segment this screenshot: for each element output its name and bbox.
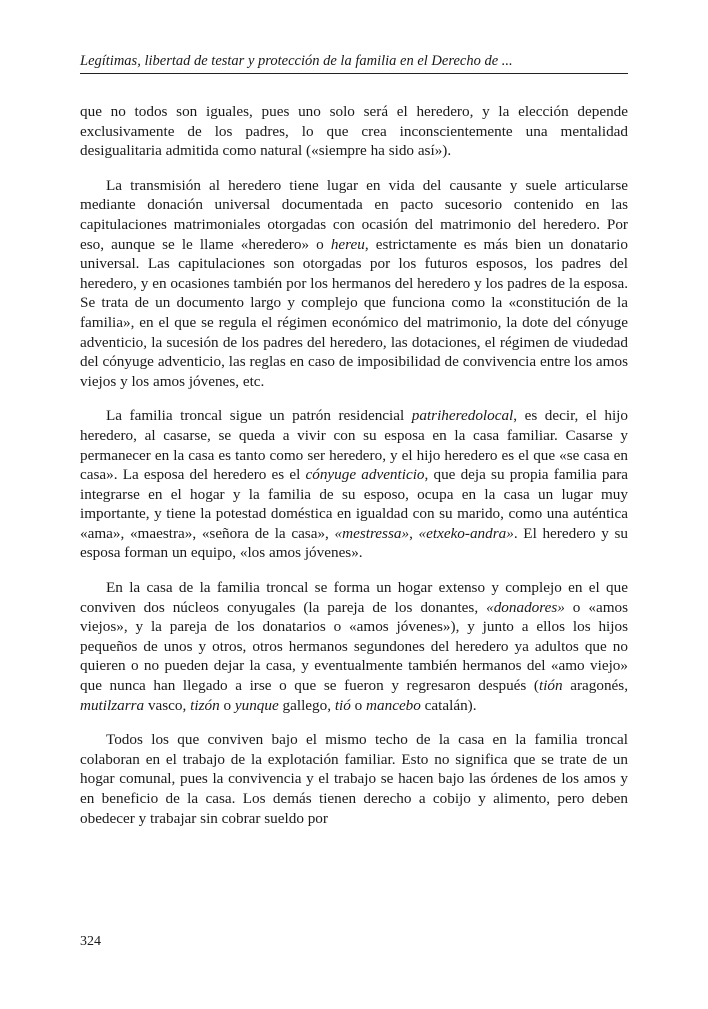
italic-term: hereu xyxy=(330,235,365,253)
text-run: , estrictamente es más bien un donatario universal. Las capitulaciones son otorgadas por los futuros esposos, los padres del heredero, y en ocasiones también por los hermanos del heredero y los padres de la esposa. Se trata de un documento largo y complejo que funciona como la «constitución de la familia», en el que se regula el régimen económico del matrimonio, la dote del cónyuge adventicio, la sucesión de los padres del heredero, las dotaciones, el régimen de viudedad del cónyuge adventicio, las reglas en caso de imposibilidad de convivencia entre los amos viejos y los amos jóvenes, etc. xyxy=(80,235,628,390)
italic-term: tizón xyxy=(190,696,220,714)
italic-term: «mestressa» xyxy=(334,524,410,542)
italic-term: mutilzarra xyxy=(80,696,145,714)
paragraph-5 xyxy=(80,730,628,828)
italic-term: «donadores» xyxy=(486,598,565,616)
text-run: La transmisión al heredero tiene lugar en vida del causante y suele articularse mediante donación universal documentada en pacto sucesorio contenido en las capitulaciones matrimoniales otorgadas con ocasión del matrimonio del heredero. Por eso, aunque se le llame «heredero» o xyxy=(80,176,628,253)
paragraph-2 xyxy=(80,176,628,392)
text-run: vasco, xyxy=(144,696,191,714)
body-text xyxy=(80,102,628,828)
italic-term: tió xyxy=(334,696,351,714)
text-run: , xyxy=(409,524,419,542)
italic-term: patriheredolocal xyxy=(411,407,514,425)
text-run: gallego, xyxy=(278,696,335,714)
running-head: Legítimas, libertad de testar y protección de la familia en el Derecho de ... xyxy=(80,52,628,74)
text-run: . El heredero y su esposa forman un equipo, «los amos jóvenes». xyxy=(80,524,629,562)
text-run: , que deja su propia familia para integrarse en el hogar y la familia de su esposo, ocupa en la casa un lugar muy importante, y tiene la potestad doméstica en igualdad con su marido, como una auténtica «ama», «maestra», «señora de la casa», xyxy=(80,466,629,542)
paragraph-1 xyxy=(80,102,628,161)
page-number: 324 xyxy=(80,934,101,949)
text-run: Todos los que conviven bajo el mismo techo de la casa en la familia troncal colaboran en el trabajo de la explotación familiar. Esto no significa que se trate de un hogar comunal, pues la convivencia y el trabajo se hacen bajo las órdenes de los amos y en beneficio de la casa. Los demás tienen derecho a cobijo y alimento, pero deben obedecer y trabajar sin cobrar sueldo por xyxy=(80,731,628,827)
text-run: catalán). xyxy=(420,696,477,714)
text-run: o xyxy=(350,696,367,714)
text-run: , es decir, el hijo heredero, al casarse, se queda a vivir con su esposa en la casa familiar. Casarse y permanecer en la casa es tanto como ser heredero, y el hijo heredero es el que «se casa en casa». La esposa del heredero es el xyxy=(80,407,628,484)
text-run: o «amos viejos», y la pareja de los donatarios o «amos jóvenes»), y junto a ellos los hijos pequeños de unos y otros, otros hermanos segundones del heredero ya adultos que no quieren o no pueden dejar la casa, y eventualmente también hermanos del «amo viejo» que nunca han llegado a irse o que se fueron y regresaron después ( xyxy=(80,598,629,695)
text-run: o xyxy=(219,696,235,714)
italic-term: mancebo xyxy=(366,696,421,714)
text-run: En la casa de la familia troncal se forma un hogar extenso y complejo en el que conviven dos núcleos conyugales (la pareja de los donantes, xyxy=(80,579,628,616)
text-run: La familia troncal sigue un patrón residencial xyxy=(106,407,412,425)
text-run: que no todos son iguales, pues uno solo será el heredero, y la elección depende exclusivamente de los padres, lo que crea inconscientemente una mentalidad desigualitaria admitida como natural («siempre ha sido así»). xyxy=(80,103,628,160)
italic-term: cónyuge adventicio xyxy=(305,466,425,484)
page xyxy=(80,52,628,843)
italic-term: «etxeko-andra» xyxy=(418,524,514,542)
paragraph-4 xyxy=(80,578,628,715)
paragraph-3 xyxy=(80,406,628,563)
italic-term: tión xyxy=(538,677,563,695)
italic-term: yunque xyxy=(234,696,279,714)
text-run: aragonés, xyxy=(562,677,628,695)
